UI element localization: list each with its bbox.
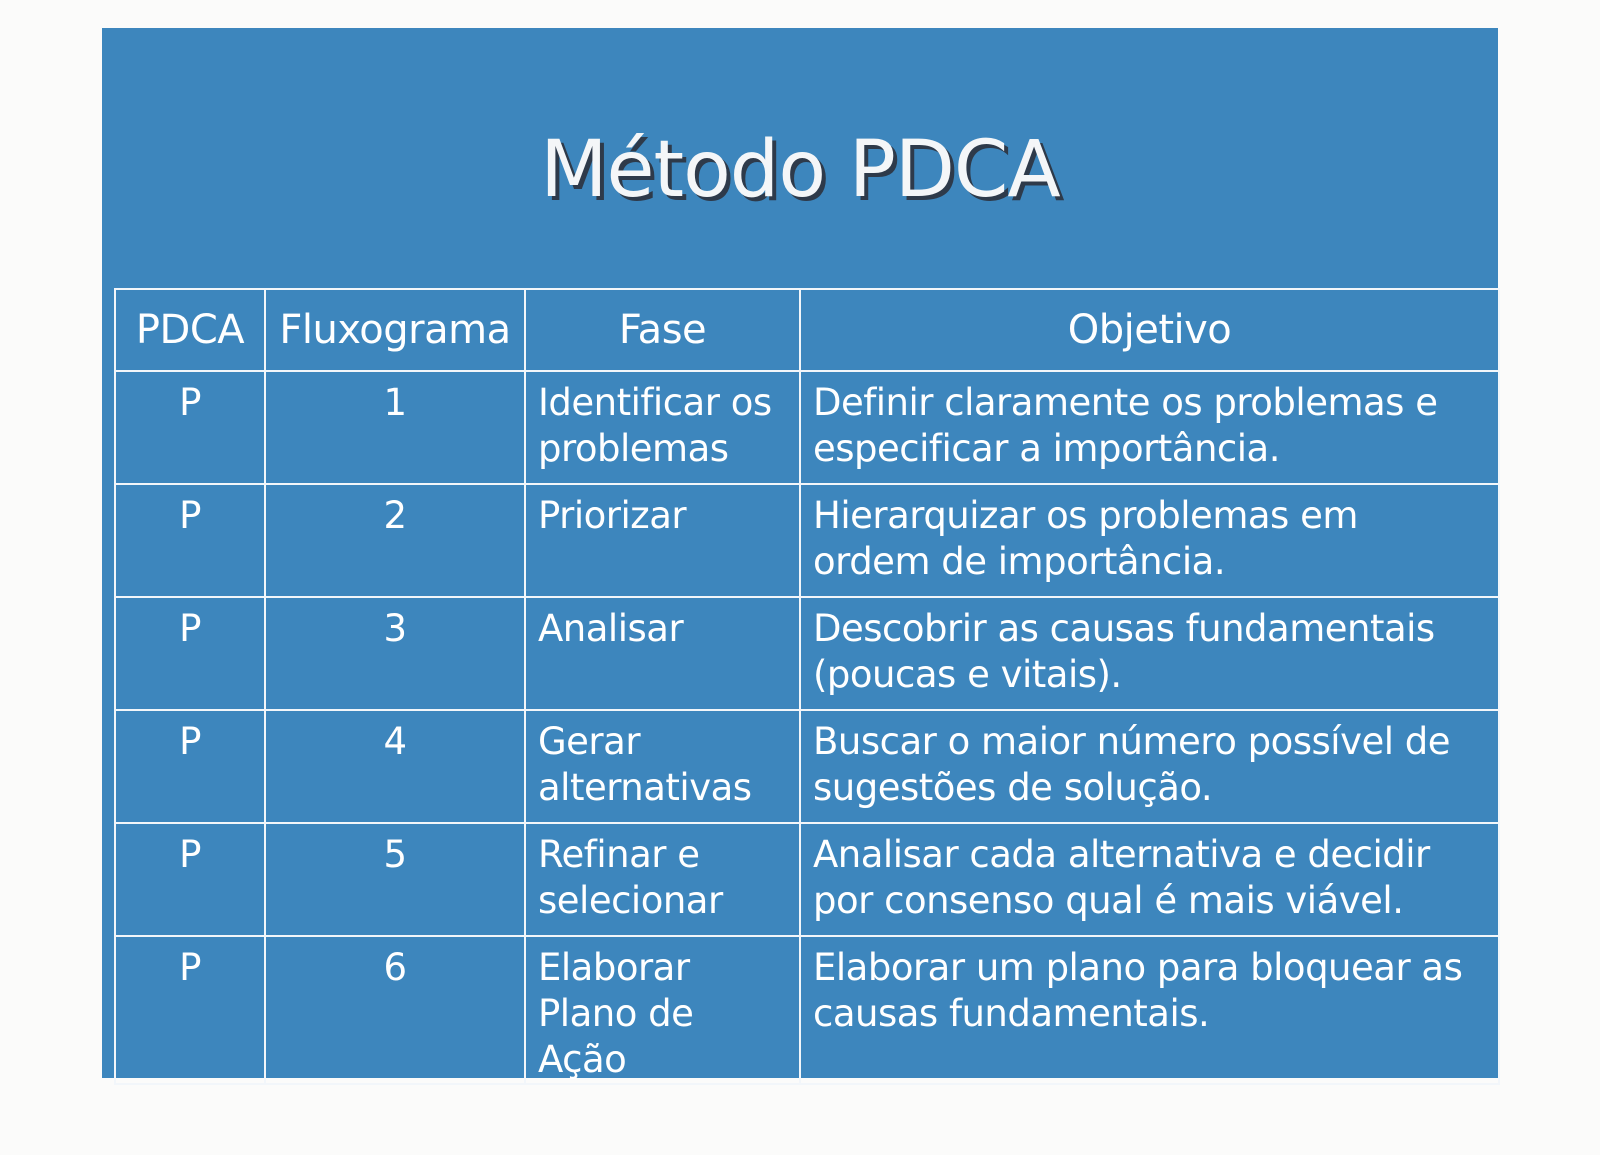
cell-pdca: P (115, 484, 265, 597)
cell-fase: Identificar os problemas (525, 371, 800, 484)
cell-fluxograma: 3 (265, 597, 525, 710)
header-fluxograma: Fluxograma (265, 289, 525, 371)
cell-fluxograma: 5 (265, 823, 525, 936)
cell-fase: Gerar alternativas (525, 710, 800, 823)
table-header-row (115, 289, 1499, 371)
cell-fluxograma: 2 (265, 484, 525, 597)
cell-fase: Elaborar Plano de Ação (525, 936, 800, 1084)
cell-pdca: P (115, 936, 265, 1084)
table-row (115, 597, 1499, 710)
cell-fluxograma: 1 (265, 371, 525, 484)
cell-pdca: P (115, 823, 265, 936)
cell-objetivo: Hierarquizar os problemas em ordem de importância. (800, 484, 1499, 597)
cell-objetivo: Analisar cada alternativa e decidir por consenso qual é mais viável. (800, 823, 1499, 936)
cell-fase: Refinar e selecionar (525, 823, 800, 936)
table-row (115, 371, 1499, 484)
slide-title: Método PDCA (540, 125, 1060, 215)
cell-objetivo: Buscar o maior número possível de sugestões de solução. (800, 710, 1499, 823)
cell-fluxograma: 6 (265, 936, 525, 1084)
cell-fluxograma: 4 (265, 710, 525, 823)
cell-pdca: P (115, 710, 265, 823)
cell-pdca: P (115, 371, 265, 484)
table-row (115, 710, 1499, 823)
slide (102, 28, 1498, 1081)
cell-pdca: P (115, 597, 265, 710)
table-row (115, 936, 1499, 1084)
cell-objetivo: Elaborar um plano para bloquear as causas fundamentais. (800, 936, 1499, 1084)
pdca-table (114, 288, 1500, 1085)
header-objetivo: Objetivo (800, 289, 1499, 371)
cell-objetivo: Definir claramente os problemas e especificar a importância. (800, 371, 1499, 484)
header-pdca: PDCA (115, 289, 265, 371)
header-fase: Fase (525, 289, 800, 371)
cell-fase: Priorizar (525, 484, 800, 597)
table-row (115, 823, 1499, 936)
cell-fase: Analisar (525, 597, 800, 710)
cell-objetivo: Descobrir as causas fundamentais (poucas e vitais). (800, 597, 1499, 710)
table-row (115, 484, 1499, 597)
